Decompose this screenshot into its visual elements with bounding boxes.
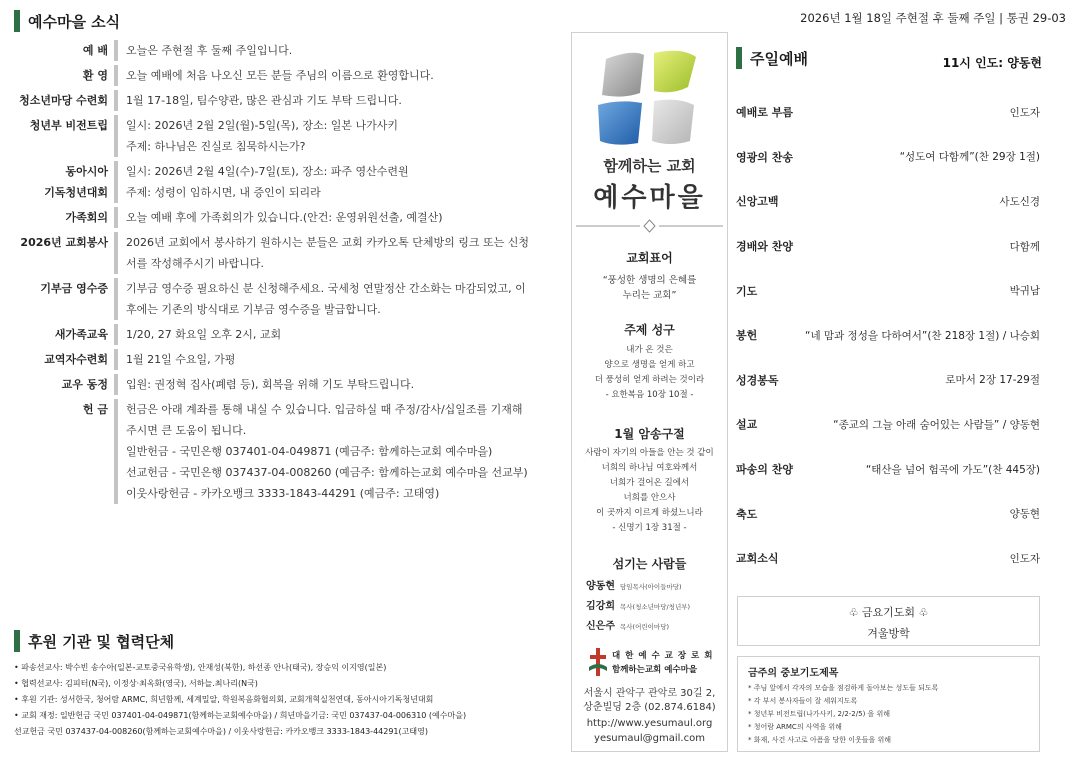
worship-order-name: 경배와 찬양	[736, 240, 793, 254]
ornament-divider	[572, 219, 727, 233]
news-item-divider	[114, 115, 118, 157]
worship-order-value: “성도여 다함께”(찬 29장 1절)	[899, 151, 1040, 164]
prayer-item: * 청어람 ARMC의 사역을 위해	[748, 723, 842, 731]
label-line: 청소년마당 수련회	[19, 94, 108, 107]
worship-order-item	[736, 358, 1040, 403]
text-line: 너희가 걸어온 길에서	[609, 478, 690, 488]
news-item-text	[126, 399, 554, 504]
news-item-text	[126, 232, 554, 274]
text-line: 1/20, 27 화요일 오후 2시, 교회	[126, 328, 282, 341]
news-item-divider	[114, 65, 118, 86]
text-line: 1월 17-18일, 팀수양관, 많은 관심과 기도 부탁 드립니다.	[126, 94, 402, 107]
text-line: 후에는 기존의 방식대로 기부금 영수증을 발급합니다.	[126, 303, 381, 316]
news-section-title: 예수마을 소식	[28, 12, 121, 31]
news-item-label	[14, 161, 114, 203]
servant-entry: 양동현 담임목사(아이들마당)	[586, 581, 682, 592]
worship-order-name: 축도	[736, 507, 758, 521]
text-line: 이웃사랑헌금 - 카카오뱅크 3333-1843-44291 (예금주: 고태영)	[126, 487, 440, 500]
label-line: 환 영	[82, 69, 108, 82]
worship-section-title: 주일예배	[750, 49, 808, 68]
theme-verse-title: 주제 성구	[624, 323, 675, 337]
worship-order-name: 봉헌	[736, 329, 758, 343]
servant-entry: 김강희 목사(청소년마당/청년부)	[586, 601, 691, 612]
text-line: 서울시 관악구 관악로 30길 2,	[583, 688, 716, 699]
sponsor-line: • 교회 재정: 일반헌금 국민 037401-04-049871(함께하는교회예수마을) / 희년마을기금: 국민 037437-04-006310 (예수마을)	[14, 711, 467, 720]
servant-role: 목사(어린이마당)	[619, 623, 670, 631]
church-logo	[592, 47, 708, 151]
worship-order-value: 양동현	[1009, 508, 1040, 521]
worship-order-item	[736, 90, 1040, 135]
prayer-item: * 청년부 비전트립(나가사키, 2/2-2/5) 을 위해	[748, 710, 891, 718]
text-line: 일시: 2026년 2월 4일(수)-7일(토), 장소: 파주 영산수련원	[126, 165, 409, 178]
text-line: 입원: 권정혁 집사(폐렴 등), 회복을 위해 기도 부탁드립니다.	[126, 378, 415, 391]
worship-order-value: 로마서 2장 17-29절	[945, 374, 1040, 387]
news-item-divider	[114, 232, 118, 274]
memory-verse-text	[572, 446, 727, 536]
news-item	[14, 161, 554, 203]
news-item	[14, 65, 554, 86]
text-line: 주시면 큰 도움이 됩니다.	[126, 424, 247, 437]
prayer-requests-list	[748, 682, 1029, 747]
text-line: 더 풍성히 얻게 하려는 것이라	[594, 375, 705, 385]
label-line: 청년부 비전트립	[29, 119, 108, 132]
worship-order-item	[736, 179, 1040, 224]
text-line: 주제: 성령이 임하시면, 내 증인이 되리라	[126, 186, 321, 199]
label-line: 기부금 영수증	[40, 282, 108, 295]
news-section-header	[14, 10, 120, 32]
text-line: 사람이 자기의 아들을 안는 것 같이	[585, 448, 714, 458]
worship-order-item	[736, 313, 1040, 358]
news-item-text	[126, 65, 554, 86]
text-line: 주제: 하나님은 진실로 침묵하시는가?	[126, 140, 306, 153]
news-item-label	[14, 115, 114, 157]
memory-verse-title: 1월 암송구절	[614, 427, 685, 441]
text-line: 2026년 교회에서 봉사하기 원하시는 분들은 교회 카카오톡 단체방의 링크 또는 신청	[126, 236, 529, 249]
sponsors-list	[14, 660, 559, 740]
prayer-item: * 주님 앞에서 각자의 모습을 점검하게 돌아보는 성도들 되도록	[748, 684, 939, 692]
sponsor-line: • 후원 기관: 성서한국, 청어람 ARMC, 희년함께, 세계밀알, 학원복음화협의회, 교회개혁실천연대, 동아시아기독청년대회	[14, 695, 434, 704]
prayer-requests-box	[737, 656, 1040, 752]
news-item	[14, 115, 554, 157]
worship-order-name: 영광의 찬송	[736, 150, 793, 164]
label-line: 가족회의	[65, 211, 108, 224]
denomination-name: 대 한 예 수 교 장 로 회	[612, 651, 714, 661]
church-address	[572, 687, 727, 715]
news-item-divider	[114, 40, 118, 61]
sponsor-line: 선교헌금 국민 037437-04-008260(함께하는교회예수마을) / 이웃사랑헌금: 카카오뱅크 3333-1843-44291(고태영)	[14, 727, 428, 736]
section-accent-bar	[736, 47, 742, 69]
text-line: 누리는 교회”	[622, 290, 677, 301]
worship-order-item	[736, 224, 1040, 269]
sponsors-section-header	[14, 630, 174, 652]
prayer-item: * 화재, 사건 사고로 아픔을 당한 이웃들을 위해	[748, 736, 892, 744]
label-line: 기독청년대회	[44, 186, 108, 199]
news-item-text	[126, 40, 554, 61]
sponsor-line: • 파송선교사: 박수빈 송수아(일본-교토중국유학생), 안재성(북한), 하선종 안나(태국), 장승익 이지영(일본)	[14, 663, 387, 672]
worship-order-item	[736, 135, 1040, 180]
motto-title: 교회표어	[626, 251, 673, 265]
text-line: 상춘빌딩 2층 (02.874.6184)	[583, 702, 716, 713]
news-item-divider	[114, 324, 118, 345]
news-item-label	[14, 65, 114, 86]
worship-section-header	[736, 47, 808, 69]
friday-prayer-title: ♧ 금요기도회 ♧	[848, 606, 929, 619]
servant-entry: 신은주 목사(어린이마당)	[586, 621, 670, 632]
news-item-text	[126, 349, 554, 370]
text-line: 오늘 예배 후에 가족회의가 있습니다.(안건: 운영위원선출, 예결산)	[126, 211, 443, 224]
servant-role: 목사(청소년마당/청년부)	[619, 603, 691, 611]
servants-title: 섬기는 사람들	[612, 557, 687, 571]
news-item-divider	[114, 161, 118, 203]
friday-prayer-note: 겨울방학	[867, 627, 910, 640]
label-line: 교역자수련회	[44, 353, 108, 366]
news-item-text	[126, 278, 554, 320]
news-item-label	[14, 349, 114, 370]
label-line: 예 배	[82, 44, 108, 57]
text-line: 서를 작성해주시기 바랍니다.	[126, 257, 265, 270]
worship-order-name: 교회소식	[736, 552, 779, 566]
church-full-name: 함께하는교회 예수마을	[612, 665, 698, 675]
news-list	[14, 40, 554, 508]
text-line: 너희의 하나님 여호와께서	[601, 463, 698, 473]
worship-order-item	[736, 536, 1040, 581]
worship-order-name: 성경봉독	[736, 373, 779, 387]
prayer-requests-title: 금주의 중보기도제목	[748, 668, 839, 679]
worship-order-value: 사도신경	[999, 195, 1040, 208]
news-item	[14, 278, 554, 320]
worship-time-leader: 11시 인도: 양동현	[942, 56, 1042, 70]
news-item-label	[14, 374, 114, 395]
news-item-label	[14, 40, 114, 61]
news-item-divider	[114, 90, 118, 111]
label-line: 교우 동정	[61, 378, 108, 391]
text-line: - 요한복음 10장 10절 -	[605, 390, 694, 400]
news-item-text	[126, 324, 554, 345]
worship-order-value: “종교의 그늘 아래 숨어있는 사람들” / 양동현	[833, 418, 1040, 431]
news-item	[14, 40, 554, 61]
friday-prayer-box	[737, 596, 1040, 646]
church-website[interactable]: http://www.yesumaul.org	[586, 718, 713, 729]
text-line: - 신명기 1장 31절 -	[612, 523, 687, 533]
theme-verse-text	[572, 343, 727, 403]
text-line: 내가 온 것은	[626, 345, 673, 355]
news-item-label	[14, 90, 114, 111]
news-item	[14, 90, 554, 111]
church-email[interactable]: yesumaul@gmail.com	[594, 733, 705, 744]
worship-order-item	[736, 491, 1040, 536]
text-line: 양으로 생명을 얻게 하고	[604, 360, 695, 370]
worship-order-value: 인도자	[1009, 106, 1040, 119]
worship-order-name: 설교	[736, 418, 758, 432]
news-item-text	[126, 207, 554, 228]
label-line: 헌 금	[82, 403, 108, 416]
label-line: 2026년 교회봉사	[20, 236, 108, 249]
text-line: 기부금 영수증 필요하신 분 신청해주세요. 국세청 연말정산 간소화는 마감되었고, 이	[126, 282, 526, 295]
news-item-label	[14, 399, 114, 504]
news-item-divider	[114, 207, 118, 228]
text-line: 오늘 예배에 처음 나오신 모든 분들 주님의 이름으로 환영합니다.	[126, 69, 434, 82]
worship-order-name: 신앙고백	[736, 195, 779, 209]
worship-order-item	[736, 268, 1040, 313]
servant-role: 담임목사(아이들마당)	[619, 583, 682, 591]
text-line: 너희를 안으사	[623, 493, 676, 503]
worship-order-value: 인도자	[1009, 552, 1040, 565]
prayer-item: * 각 부서 봉사자들이 잘 세워지도록	[748, 697, 858, 705]
worship-order-item	[736, 402, 1040, 447]
section-accent-bar	[14, 630, 20, 652]
news-item	[14, 324, 554, 345]
motto-text	[572, 273, 727, 303]
news-item-label	[14, 278, 114, 320]
text-line: 오늘은 주현절 후 둘째 주일입니다.	[126, 44, 293, 57]
label-line: 새가족교육	[54, 328, 108, 341]
bulletin-date-info: 2026년 1월 18일 주현절 후 둘째 주일 | 통권 29-03	[800, 11, 1066, 25]
text-line: 1월 21일 수요일, 가평	[126, 353, 236, 366]
section-accent-bar	[14, 10, 20, 32]
cross-icon	[588, 647, 608, 677]
news-item-divider	[114, 278, 118, 320]
news-item	[14, 399, 554, 504]
worship-order-value: 박귀남	[1009, 285, 1040, 298]
worship-order-value: “태산을 넘어 험곡에 가도”(찬 445장)	[865, 463, 1040, 476]
news-item-label	[14, 232, 114, 274]
text-line: 일반헌금 - 국민은행 037401-04-049871 (예금주: 함께하는교회 예수마을)	[126, 445, 493, 458]
news-item-text	[126, 115, 554, 157]
worship-order-name: 파송의 찬양	[736, 463, 793, 477]
label-line: 동아시아	[65, 165, 108, 178]
denomination-logo	[588, 647, 718, 679]
news-item-divider	[114, 374, 118, 395]
news-item-text	[126, 161, 554, 203]
text-line: “풍성한 생명의 은혜를	[602, 275, 697, 286]
news-item-label	[14, 324, 114, 345]
news-item	[14, 374, 554, 395]
church-info-panel	[571, 32, 728, 752]
news-item-divider	[114, 399, 118, 504]
text-line: 선교헌금 - 국민은행 037437-04-008260 (예금주: 함께하는교회 예수마을 선교부)	[126, 466, 528, 479]
worship-order-name: 예배로 부름	[736, 106, 793, 120]
sponsors-section-title: 후원 기관 및 협력단체	[28, 632, 175, 651]
news-item-text	[126, 90, 554, 111]
worship-order-value: “네 맘과 정성을 다하여서”(찬 218장 1절) / 나승회	[805, 329, 1040, 342]
worship-order-list	[736, 90, 1040, 581]
text-line: 헌금은 아래 계좌를 통해 내실 수 있습니다. 입금하실 때 주정/감사/십일조를 기재해	[126, 403, 523, 416]
text-line: 이 곳까지 이르게 하셨느니라	[596, 508, 703, 518]
sponsor-line: • 협력선교사: 김피터(N국), 이정상·최옥화(영국), 서하늘.최나리(N국)	[14, 679, 258, 688]
news-item	[14, 207, 554, 228]
worship-order-name: 기도	[736, 284, 758, 298]
worship-order-item	[736, 447, 1040, 492]
church-main-name: 예수마을	[593, 183, 706, 213]
news-item-text	[126, 374, 554, 395]
church-sub-name: 함께하는 교회	[603, 157, 696, 175]
text-line: 일시: 2026년 2월 2일(월)-5일(목), 장소: 일본 나가사키	[126, 119, 399, 132]
news-item	[14, 349, 554, 370]
news-item-divider	[114, 349, 118, 370]
news-item	[14, 232, 554, 274]
worship-order-value: 다함께	[1009, 240, 1040, 253]
news-item-label	[14, 207, 114, 228]
